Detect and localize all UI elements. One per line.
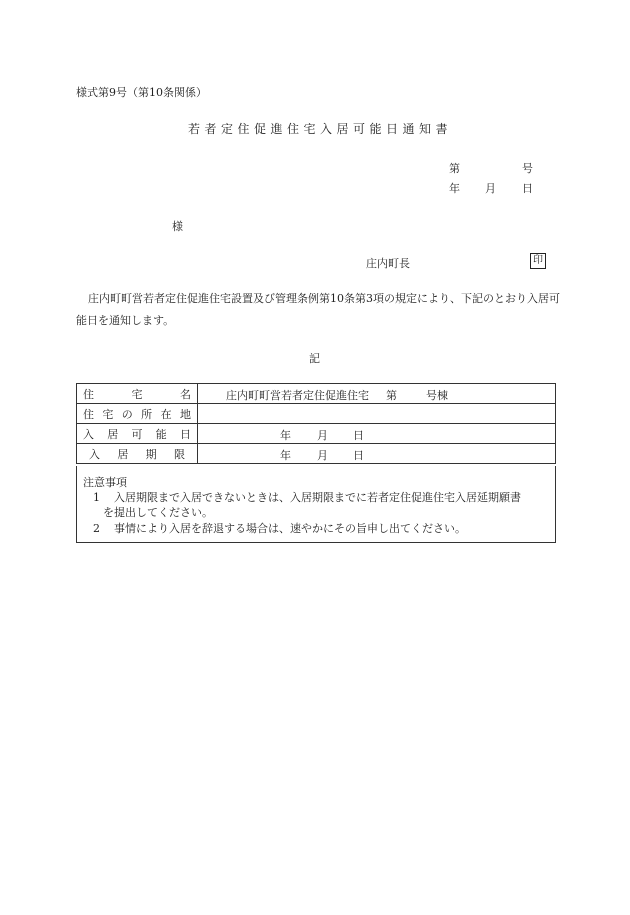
value-location	[198, 404, 556, 424]
number-prefix: 第	[449, 162, 460, 175]
label-location: 住 宅 の 所 在 地	[77, 404, 198, 424]
date-year: 年	[449, 182, 460, 195]
note-text-continued: を提出してください。	[103, 506, 213, 519]
table-row	[77, 444, 556, 464]
seal-mark: 印	[530, 253, 546, 269]
table-row	[77, 404, 556, 424]
table-row	[77, 384, 556, 404]
value-available-date: 年 月 日	[198, 424, 556, 444]
note-text: 事情により入居を辞退する場合は、速やかにその旨申し出てください。	[114, 522, 466, 535]
date-month: 月	[485, 182, 496, 195]
document-number-line	[449, 160, 539, 174]
notes-heading: 注意事項	[83, 476, 127, 489]
table-row	[77, 424, 556, 444]
notes-box	[76, 466, 556, 543]
value-housing-name: 庄内町町営若者定住促進住宅 第 号棟	[198, 384, 556, 404]
document-date-line	[449, 180, 539, 194]
note-number: 1	[93, 491, 100, 504]
note-text: 入居期限まで入居できないときは、入居期限までに若者定住促進住宅入居延期願書	[114, 491, 521, 504]
note-number: 2	[93, 522, 100, 535]
date-day: 日	[522, 182, 533, 195]
number-suffix: 号	[522, 162, 533, 175]
document-title: 若者定住促進住宅入居可能日通知書	[188, 122, 453, 136]
form-number: 様式第9号（第10条関係）	[76, 86, 207, 99]
body-paragraph: 庄内町町営若者定住促進住宅設置及び管理条例第10条第3項の規定により、下記のとおり入居可能日を通知します。	[76, 292, 560, 327]
sender-mayor: 庄内町長	[366, 257, 410, 270]
addressee-suffix: 様	[172, 220, 183, 233]
info-table	[76, 383, 556, 464]
value-move-in-deadline: 年 月 日	[198, 444, 556, 464]
ki-heading: 記	[309, 352, 320, 365]
label-housing-name: 住 宅 名	[77, 384, 198, 404]
label-move-in-deadline: 入 居 期 限	[77, 444, 198, 464]
label-available-date: 入 居 可 能 日	[77, 424, 198, 444]
